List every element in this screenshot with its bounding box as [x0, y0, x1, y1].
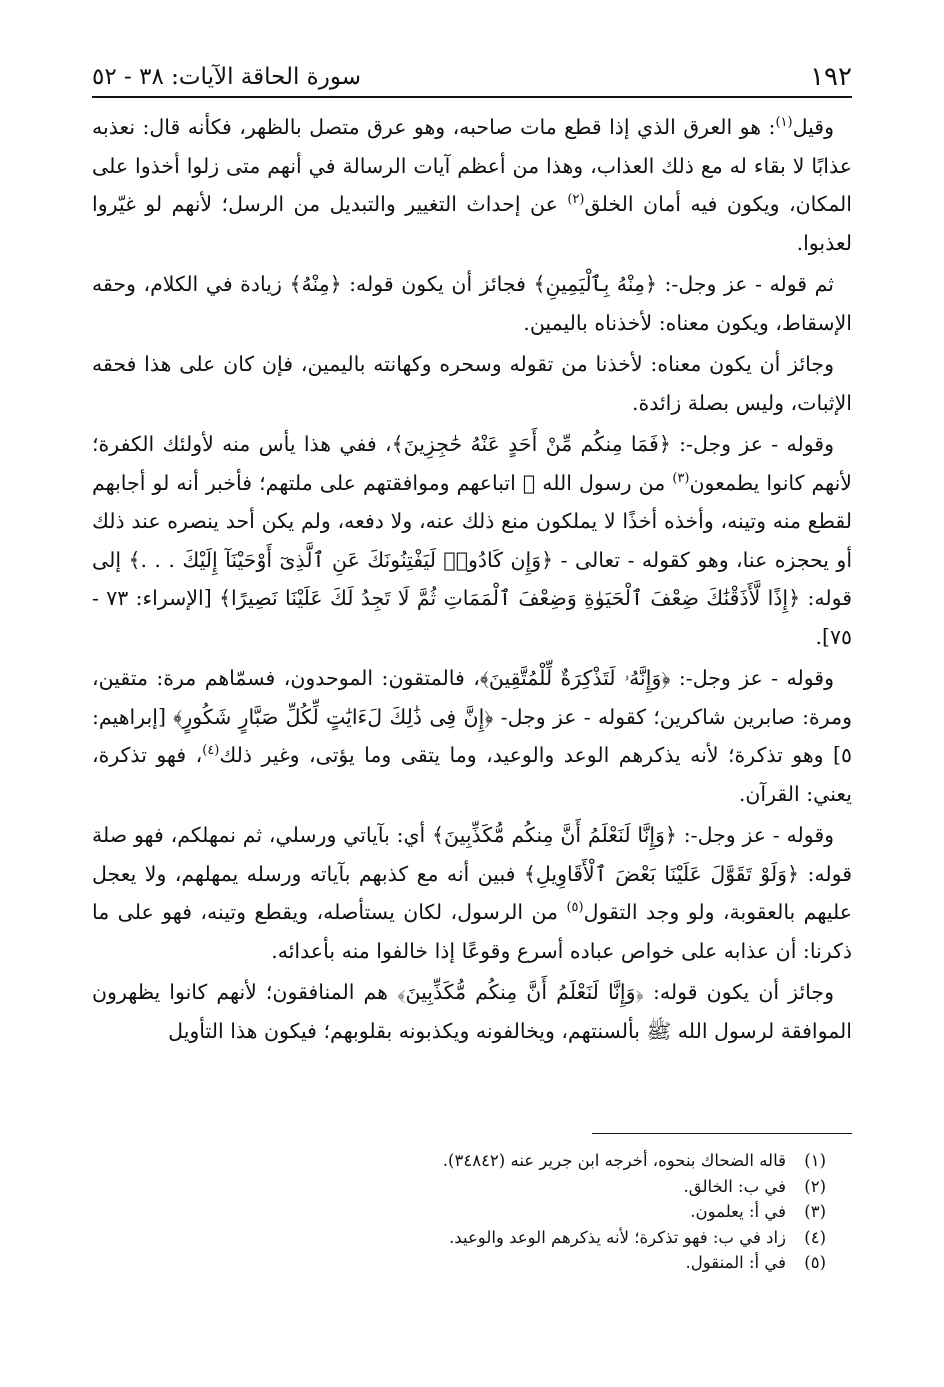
quran-quote: ﴿مِنْهُ﴾ [289, 272, 342, 296]
footnote-item [200, 1174, 826, 1200]
running-head: سورة الحاقة الآيات: ٣٨ - ٥٢ [92, 64, 361, 90]
text-segment: ، فالمتقون: الموحدون، فسمّاهم مرة: متقين، ومرة: صابرين شاكرين؛ كقوله - عز وجل- [92, 666, 852, 729]
text-segment: وقوله - عز وجل-: [676, 823, 835, 847]
footnote-text: في أ: المنقول. [685, 1253, 786, 1272]
footnote-item [200, 1225, 826, 1251]
text-segment: إلى قوله: [92, 547, 852, 610]
text-segment: وقوله - عز وجل-: [670, 432, 834, 456]
text-segment: من رسول الله ﷺ اتباعهم وموافقتهم على ملتهم؛ فأخبر أنه لو أجابهم لقطع منه وتينه، وأخذه أخذًا لا يملكون منع ذلك عنه، ولا دفعه، ولم يكن أحد ينصره عند ذلك أو يحجزه عنا، وهو كقوله - تعالى - [92, 470, 853, 572]
main-text [92, 108, 852, 1053]
footnote-text: زاد في ب: فهو تذكرة؛ لأنه يذكرهم الوعد والوعيد. [449, 1227, 786, 1247]
text-segment: وجائز أن يكون معناه: لأخذنا من تقوله وسحره وكهانته باليمين، فإن كان على هذا فحقه الإثبات، وليس بصلة زائدة. [92, 352, 852, 415]
text-segment: من الرسول، لكان يستأصله، ويقطع وتينه، فهو على ما ذكرنا: أن عذابه على خواص عباده أسرع وقوعًا إذا خالفوا منه بأعدائه. [92, 900, 852, 963]
paragraph [92, 265, 852, 342]
quran-quote: ﴿وَإِنَّا لَنَعْلَمُ أَنَّ مِنكُم مُّكَذِّبِينَ﴾ [397, 980, 644, 1004]
text-segment: : هو العرق الذي إذا قطع مات صاحبه، وهو عرق متصل بالظهر، فكأنه قال: نعذبه عذابًا لا بقاء له مع ذلك العذاب، وهذا من أعظم آيات الرسالة في أنهم متى زلوا أخذوا على المكان، ويكون فيه أمان الخلق [92, 115, 852, 216]
footnote-ref: (٢) [567, 192, 585, 208]
text-segment: أي: بآياتي ورسلي، ثم نمهلكم، فهو صلة قوله: [92, 823, 852, 886]
text-segment: زيادة في الكلام، وحقه الإسقاط، ويكون معناه: لأخذناه باليمين. [92, 272, 852, 335]
footnote-ref: (٣) [672, 470, 690, 486]
footnote-divider [592, 1133, 852, 1134]
footnotes [200, 1148, 826, 1276]
paragraph [92, 108, 852, 262]
text-segment: هم المنافقون؛ لأنهم كانوا يظهرون الموافقة لرسول الله ﷺ بألسنتهم، ويخالفونه ويكذبونه بقلوبهم؛ فيكون هذا التأويل [92, 980, 852, 1043]
page-number: ١٩٢ [810, 62, 852, 92]
quran-quote: ﴿إِنَّ فِى ذَٰلِكَ لَءَايَٰتٍ لِّكُلِّ صَبَّارٍ شَكُورٍ﴾ [173, 704, 494, 729]
paragraph [92, 973, 852, 1050]
footnote-text: في ب: الخالق. [683, 1176, 786, 1196]
page-header [92, 52, 852, 98]
text-segment: وجائز أن يكون قوله: [643, 980, 834, 1004]
footnote-ref: (٥) [566, 900, 584, 916]
text-segment: وقوله - عز وجل-: [670, 666, 835, 690]
footnote-number: (١) [804, 1151, 826, 1170]
paragraph [92, 345, 852, 422]
paragraph [92, 816, 852, 970]
footnote-item [200, 1199, 826, 1225]
quran-quote: ﴿وَإِن كَادُوا۟ لَيَفْتِنُونَكَ عَنِ ٱلَّذِىٓ أَوْحَيْنَآ إِلَيْكَ . . .﴾ [128, 547, 554, 572]
text-segment: ثم قوله - عز وجل-: [656, 272, 834, 296]
quran-quote: ﴿وَإِنَّا لَنَعْلَمُ أَنَّ مِنكُم مُّكَذِّبِينَ﴾ [432, 823, 677, 847]
text-segment: وقيل [792, 115, 834, 139]
footnote-ref: (٤) [202, 743, 220, 759]
text-segment: فجائز أن يكون قوله: [341, 272, 534, 296]
text-segment: [الإسراء: ٧٣ - ٧٥]. [92, 586, 852, 649]
footnote-ref: (١) [775, 115, 793, 131]
text-segment: فبين أنه مع كذبهم بآياته ورسله يمهلهم، ولا يعجل عليهم بالعقوبة، ولو وجد التقول [92, 861, 852, 924]
text-segment: [إبراهيم: ٥] وهو تذكرة؛ لأنه يذكرهم الوعد والوعيد، وما يتقى وما يؤتى، وغير ذلك [92, 704, 852, 767]
footnote-text: قاله الضحاك بنحوه، أخرجه ابن جرير عنه (٣٤٨٤٢). [442, 1151, 786, 1170]
footnote-number: (٣) [804, 1202, 826, 1221]
footnote-item [200, 1250, 826, 1276]
quran-quote: ﴿وَلَوْ تَقَوَّلَ عَلَيْنَا بَعْضَ ٱلْأَقَاوِيلِ﴾ [523, 861, 800, 886]
text-segment: عن إحداث التغيير والتبديل من الرسل؛ لأنهم لو غيّروا لعذبوا. [92, 192, 852, 255]
footnote-item [200, 1148, 826, 1174]
footnote-number: (٤) [804, 1227, 826, 1247]
quran-quote: ﴿فَمَا مِنكُم مِّنْ أَحَدٍ عَنْهُ حَٰجِزِينَ﴾ [391, 432, 671, 456]
paragraph [92, 659, 852, 813]
text-segment: ، فهو تذكرة، يعني: القرآن. [92, 743, 852, 806]
footnote-number: (٥) [804, 1253, 826, 1272]
footnote-text: في أ: يعلمون. [690, 1202, 786, 1221]
text-segment: ، ففي هذا يأس منه لأولئك الكفرة؛ لأنهم كانوا يطمعون [92, 432, 852, 495]
quran-quote: ﴿مِنْهُ بِٱلْيَمِينِ﴾ [533, 272, 657, 296]
paragraph [92, 425, 852, 656]
quran-quote: ﴿إِذًا لَّأَذَقْنَٰكَ ضِعْفَ ٱلْحَيَوٰةِ وَضِعْفَ ٱلْمَمَاتِ ثُمَّ لَا تَجِدُ لَكَ عَلَيْنَا نَصِيرًا﴾ [219, 586, 801, 610]
quran-quote: ﴿وَإِنَّهُۥ لَتَذْكِرَةٌ لِّلْمُتَّقِينَ﴾ [479, 666, 671, 690]
footnote-number: (٢) [804, 1176, 826, 1196]
